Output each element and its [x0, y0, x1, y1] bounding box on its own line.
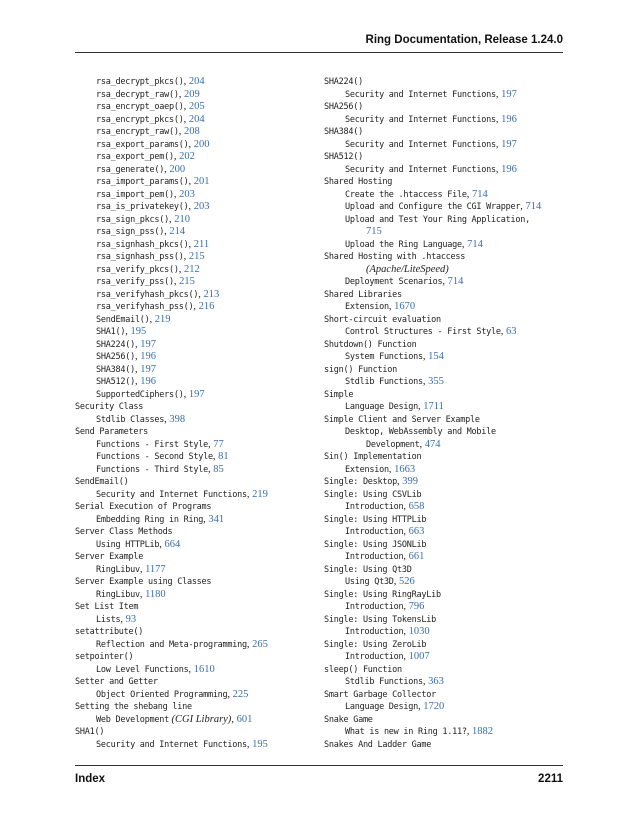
index-term: Short-circuit evaluation [324, 314, 441, 325]
index-term: SHA384() [96, 364, 135, 375]
page-reference-link[interactable]: 216 [198, 301, 215, 312]
index-term: Functions - Second Style [96, 452, 213, 462]
index-term: rsa_verifyhash_pss() [96, 302, 194, 312]
index-entry: rsa_decrypt_pkcs(), 204 [96, 76, 205, 87]
page-reference-link[interactable]: 714 [447, 276, 464, 287]
page-reference-link[interactable]: 219 [252, 488, 268, 500]
index-term: rsa_decrypt_pkcs() [96, 77, 184, 87]
index-term: Low Level Functions [96, 664, 189, 675]
index-term: Using Qt3D [345, 577, 394, 587]
index-term: Security and Internet Functions [96, 489, 247, 500]
index-entry: Introduction, 1030 [345, 626, 430, 637]
index-entry [75, 476, 325, 489]
index-term: SHA256() [324, 102, 363, 112]
index-term: Security and Internet Functions [345, 164, 496, 175]
page-reference-link[interactable]: 474 [424, 438, 441, 450]
page-reference-link[interactable]: 1882 [471, 726, 493, 737]
index-term: SHA384() [324, 127, 363, 137]
page-reference-link[interactable]: 714 [471, 188, 488, 200]
index-entry [324, 539, 574, 552]
index-term: SendEmail() [96, 314, 150, 325]
index-entry [75, 676, 325, 689]
index-term: rsa_signhash_pss() [96, 252, 184, 262]
index-entry [324, 639, 574, 652]
page-reference-link[interactable]: 195 [252, 738, 268, 750]
index-entry: SendEmail(), 219 [96, 313, 171, 325]
index-entry [324, 414, 574, 427]
index-term: Language Design [345, 702, 419, 712]
index-entry [324, 264, 574, 277]
index-term: SHA1() [96, 327, 126, 337]
index-entry: What is new in Ring 1.11?, 1882 [345, 726, 493, 737]
index-entry: rsa_is_privatekey(), 203 [96, 201, 210, 212]
index-entry: rsa_signhash_pkcs(), 211 [96, 238, 210, 250]
index-term: rsa_is_privatekey() [96, 202, 189, 212]
index-entry: RingLibuv, 1177 [96, 563, 166, 575]
index-term: Snakes And Ladder Game [324, 739, 432, 750]
page-reference-link[interactable]: 197 [140, 338, 156, 350]
index-entry [324, 451, 574, 464]
index-term: Server Example [75, 552, 144, 562]
index-term: Security and Internet Functions [345, 89, 496, 100]
index-term: SHA224() [324, 77, 363, 87]
index-term: Deployment Scenarios [345, 277, 443, 287]
page-reference-link[interactable]: 201 [193, 176, 210, 187]
index-term: sign() Function [324, 364, 398, 375]
index-qualifier: (CGI Library) [171, 713, 232, 725]
page-reference-link[interactable]: 215 [188, 251, 205, 262]
index-term: Simple [324, 389, 354, 400]
index-term: SupportedCiphers() [96, 389, 184, 400]
page-reference-link[interactable]: 1663 [394, 463, 416, 475]
page-reference-link[interactable]: 85 [213, 463, 224, 475]
index-term: Reflection and Meta-programming [96, 639, 247, 650]
page-reference-link[interactable]: 204 [188, 76, 205, 87]
index-term: Setter and Getter [75, 677, 158, 687]
index-entry [75, 651, 325, 664]
index-entry [324, 339, 574, 352]
index-term: Web Development [96, 714, 170, 725]
index-term: sleep() Function [324, 664, 402, 675]
index-entry [324, 126, 574, 139]
index-entry: Single: Desktop, 399 [324, 476, 419, 487]
index-entry [324, 176, 574, 189]
index-term: RingLibuv [96, 589, 140, 600]
page-reference-link[interactable]: 1670 [394, 301, 416, 312]
index-entry: rsa_export_pem(), 202 [96, 151, 195, 162]
index-term: Object Oriented Programming [96, 689, 228, 700]
index-term: Shared Hosting with .htaccess [324, 252, 466, 262]
index-term: RingLibuv [96, 564, 140, 575]
index-entry: rsa_verify_pss(), 215 [96, 276, 195, 287]
index-term: Desktop, WebAssembly and Mobile [345, 427, 496, 437]
page-reference-link[interactable]: 205 [188, 101, 205, 112]
index-term: Single: Using RingRayLib [324, 589, 441, 600]
index-term: Simple Client and Server Example [324, 414, 480, 425]
index-term: Upload and Configure the CGI Wrapper [345, 202, 521, 212]
index-entry [324, 251, 574, 264]
page-reference-link[interactable]: 1007 [408, 651, 430, 662]
index-entry: Security and Internet Functions, 197 [345, 88, 517, 100]
index-term: rsa_export_params() [96, 139, 189, 150]
page-reference-link[interactable]: 213 [203, 288, 220, 300]
page-reference-link[interactable]: 154 [428, 351, 444, 362]
index-entry: Upload and Configure the CGI Wrapper, 714 [345, 201, 542, 212]
page-reference-link[interactable]: 1030 [408, 626, 430, 637]
page-reference-link[interactable]: 398 [169, 413, 186, 425]
index-entry: Security and Internet Functions, 219 [96, 488, 268, 500]
index-entry [324, 664, 574, 677]
page-reference-link[interactable]: 341 [208, 513, 225, 525]
page-reference-link[interactable]: 796 [408, 601, 425, 612]
index-entry: Extension, 1670 [345, 301, 416, 312]
index-entry: rsa_encrypt_raw(), 208 [96, 126, 200, 137]
index-entry: Language Design, 1711 [345, 401, 444, 412]
page-reference-link[interactable]: 661 [408, 551, 425, 562]
index-entry [324, 489, 574, 502]
index-entry [324, 214, 574, 227]
index-entry: SHA224(), 197 [96, 338, 156, 350]
index-entry [75, 626, 325, 639]
index-entry: rsa_encrypt_oaep(), 205 [96, 101, 205, 112]
index-term: rsa_verify_pss() [96, 277, 174, 287]
index-term: Create the .htaccess File [345, 189, 467, 200]
index-entry [324, 226, 574, 239]
index-term: rsa_encrypt_pkcs() [96, 114, 184, 125]
index-entry: Extension, 1663 [345, 463, 416, 475]
index-entry: Stdlib Functions, 363 [345, 676, 444, 687]
index-term: rsa_encrypt_oaep() [96, 102, 184, 112]
index-entry: Stdlib Functions, 355 [345, 376, 444, 387]
page-reference-link[interactable]: 658 [408, 501, 425, 512]
page-reference-link[interactable]: 1180 [145, 588, 166, 600]
page-reference-link[interactable]: 200 [169, 163, 186, 175]
index-entry: Using Qt3D, 526 [345, 576, 415, 587]
index-entry [324, 514, 574, 527]
index-entry [324, 426, 574, 439]
footer-section-label: Index [75, 773, 106, 785]
index-term: Introduction [345, 652, 404, 662]
index-term: SHA224() [96, 339, 135, 350]
index-term: setpointer() [75, 652, 134, 662]
index-term: Lists [96, 614, 121, 625]
page-reference-link[interactable]: 202 [179, 151, 195, 162]
page-reference-link[interactable]: 526 [398, 576, 415, 587]
index-term: rsa_import_params() [96, 177, 189, 187]
index-entry [324, 589, 574, 602]
index-term: System Functions [345, 352, 423, 362]
index-entry: Functions - First Style, 77 [96, 438, 224, 450]
index-entry: Control Structures - First Style, 63 [345, 326, 517, 337]
page-reference-link[interactable]: 197 [501, 138, 517, 150]
page-reference-link[interactable]: 601 [236, 713, 253, 725]
index-term: Functions - Third Style [96, 464, 208, 475]
index-column-left [75, 76, 325, 751]
index-entry [324, 564, 574, 577]
index-entry: Functions - Second Style, 81 [96, 451, 229, 462]
index-term: Send Parameters [75, 427, 149, 437]
page-reference-link[interactable]: 355 [428, 376, 444, 387]
index-term: Smart Garbage Collector [324, 689, 436, 700]
index-entry [324, 101, 574, 114]
page-reference-link[interactable]: 399 [402, 476, 419, 487]
header-divider [75, 52, 563, 53]
index-entry: Security and Internet Functions, 196 [345, 163, 517, 175]
index-term: Single: Using JSONLib [324, 539, 427, 550]
index-term: Using HTTPLib [96, 539, 160, 550]
page-reference-link[interactable]: 212 [184, 263, 200, 275]
index-term: rsa_export_pem() [96, 152, 174, 162]
index-entry [324, 76, 574, 89]
index-entry: Security and Internet Functions, 196 [345, 113, 517, 125]
index-term: Security Class [75, 402, 144, 412]
index-term: Server Class Methods [75, 527, 173, 537]
index-entry [324, 314, 574, 327]
index-entry: Object Oriented Programming, 225 [96, 688, 249, 700]
index-entry: Stdlib Classes, 398 [96, 413, 186, 425]
index-entry: Security and Internet Functions, 195 [96, 738, 268, 750]
page-reference-link[interactable]: 714 [467, 238, 483, 250]
page-reference-link[interactable]: 81 [218, 451, 229, 462]
index-entry: Introduction, 1007 [345, 651, 430, 662]
index-entry: SHA1(), 195 [96, 326, 147, 337]
index-term: Introduction [345, 527, 404, 537]
index-entry: Embedding Ring in Ring, 341 [96, 513, 225, 525]
index-entry [324, 714, 574, 727]
index-term: Sin() Implementation [324, 452, 422, 462]
page-reference-link[interactable]: 209 [184, 88, 200, 100]
index-entry [75, 426, 325, 439]
index-entry: rsa_import_pem(), 203 [96, 188, 195, 200]
index-entry: rsa_sign_pkcs(), 210 [96, 213, 191, 225]
index-term: Single: Using ZeroLib [324, 639, 427, 650]
page-reference-link[interactable]: 663 [408, 526, 425, 537]
page-reference-link[interactable]: 203 [193, 201, 210, 212]
index-term: Shared Hosting [324, 177, 393, 187]
index-term: Embedding Ring in Ring [96, 514, 204, 525]
page-reference-link[interactable]: 214 [169, 226, 186, 237]
index-term: Stdlib Classes [96, 414, 165, 425]
footer-divider [75, 765, 563, 766]
index-entry: rsa_decrypt_raw(), 209 [96, 88, 200, 100]
index-entry: rsa_verify_pkcs(), 212 [96, 263, 200, 275]
index-entry: Lists, 93 [96, 613, 137, 625]
index-term: Snake Game [324, 714, 373, 725]
index-entry: Deployment Scenarios, 714 [345, 276, 464, 287]
index-entry [75, 576, 325, 589]
index-entry: rsa_encrypt_pkcs(), 204 [96, 113, 205, 125]
index-term: Introduction [345, 602, 404, 612]
index-entry [75, 501, 325, 514]
index-entry: rsa_verifyhash_pss(), 216 [96, 301, 215, 312]
index-entry: rsa_import_params(), 201 [96, 176, 210, 187]
index-term: Single: Using Qt3D [324, 564, 412, 575]
page-reference-link[interactable]: 1711 [423, 401, 444, 412]
index-term: rsa_encrypt_raw() [96, 127, 179, 137]
index-entry [75, 701, 325, 714]
index-term: Single: Using TokensLib [324, 614, 436, 625]
index-entry [324, 389, 574, 402]
index-entry: Development, 474 [366, 438, 441, 450]
index-term: rsa_generate() [96, 164, 165, 175]
page-reference-link[interactable]: 197 [140, 363, 156, 375]
index-term: Introduction [345, 502, 404, 512]
page-reference-link[interactable]: 363 [428, 676, 444, 687]
index-term: What is new in Ring 1.11? [345, 727, 467, 737]
index-term: rsa_verify_pkcs() [96, 264, 179, 275]
index-entry: SHA256(), 196 [96, 351, 156, 362]
index-term: rsa_sign_pkcs() [96, 214, 170, 225]
page-reference-link[interactable]: 210 [174, 213, 191, 225]
index-entry: System Functions, 154 [345, 351, 444, 362]
index-entry [75, 526, 325, 539]
page-reference-link[interactable]: 1720 [423, 701, 445, 712]
index-term: Extension [345, 302, 389, 312]
index-entry [75, 551, 325, 564]
page-reference-link[interactable]: 225 [232, 688, 249, 700]
index-entry: Create the .htaccess File, 714 [345, 188, 488, 200]
index-entry: RingLibuv, 1180 [96, 588, 166, 600]
index-entry [324, 689, 574, 702]
footer-page-number: 2211 [538, 773, 563, 785]
index-entry [324, 739, 574, 752]
page-reference-link[interactable]: 664 [164, 538, 181, 550]
index-entry: rsa_signhash_pss(), 215 [96, 251, 205, 262]
index-entry: Functions - Third Style, 85 [96, 463, 224, 475]
page-reference-link[interactable]: 1177 [145, 563, 166, 575]
index-term: Security and Internet Functions [96, 739, 247, 750]
index-term: Stdlib Functions [345, 377, 423, 387]
page-reference-link[interactable]: 208 [184, 126, 200, 137]
index-term: Upload and Test Your Ring Application, [345, 214, 530, 225]
index-term: Control Structures - First Style [345, 327, 501, 337]
page-reference-link[interactable]: 196 [140, 376, 156, 387]
index-term: Setting the shebang line [75, 702, 192, 712]
index-entry: Introduction, 658 [345, 501, 425, 512]
index-term: rsa_signhash_pkcs() [96, 239, 189, 250]
index-entry: SHA384(), 197 [96, 363, 156, 375]
index-entry: Low Level Functions, 1610 [96, 663, 215, 675]
page-reference-link[interactable]: 77 [213, 438, 224, 450]
page-reference-link[interactable]: 196 [140, 351, 156, 362]
index-entry [75, 601, 325, 614]
index-term: SendEmail() [75, 477, 129, 487]
page-reference-link[interactable]: 714 [525, 201, 542, 212]
index-entry: SupportedCiphers(), 197 [96, 388, 205, 400]
index-term: Language Design [345, 402, 419, 412]
index-term: Introduction [345, 627, 404, 637]
page-reference-link[interactable]: 265 [252, 638, 268, 650]
index-term: SHA512() [324, 152, 363, 162]
index-entry: Reflection and Meta-programming, 265 [96, 638, 268, 650]
index-entry: Security and Internet Functions, 197 [345, 138, 517, 150]
index-entry: rsa_sign_pss(), 214 [96, 226, 186, 237]
index-term: rsa_sign_pss() [96, 227, 165, 237]
index-entry: rsa_export_params(), 200 [96, 138, 210, 150]
page-reference-link[interactable]: 196 [501, 113, 517, 125]
page-reference-link[interactable]: 715 [366, 226, 382, 237]
index-qualifier: (Apache/LiteSpeed) [366, 263, 449, 275]
index-term: Serial Execution of Programs [75, 502, 212, 512]
index-entry: Using HTTPLib, 664 [96, 538, 181, 550]
index-entry: Introduction, 796 [345, 601, 425, 612]
index-term: Shared Libraries [324, 289, 402, 300]
index-term: rsa_import_pem() [96, 189, 174, 200]
page-reference-link[interactable]: 203 [179, 188, 195, 200]
index-term: Single: Using CSVLib [324, 489, 422, 500]
page-reference-link[interactable]: 215 [179, 276, 195, 287]
index-term: SHA1() [75, 727, 105, 737]
index-entry [75, 726, 325, 739]
page-reference-link[interactable]: 197 [501, 88, 517, 100]
index-entry: Web Development (CGI Library), 601 [96, 713, 253, 725]
index-term: setattribute() [75, 627, 144, 637]
page-reference-link[interactable]: 219 [154, 313, 171, 325]
page-reference-link[interactable]: 200 [193, 138, 210, 150]
index-term: SHA512() [96, 377, 135, 387]
index-term: Functions - First Style [96, 439, 208, 450]
index-entry [75, 401, 325, 414]
page-reference-link[interactable]: 204 [188, 113, 205, 125]
index-entry: rsa_generate(), 200 [96, 163, 186, 175]
index-entry: SHA512(), 196 [96, 376, 156, 387]
page-reference-link[interactable]: 195 [130, 326, 147, 337]
index-term: Introduction [345, 552, 404, 562]
page-reference-link[interactable]: 196 [501, 163, 517, 175]
index-entry [324, 151, 574, 164]
page-reference-link[interactable]: 63 [506, 326, 517, 337]
index-entry: Upload the Ring Language, 714 [345, 238, 483, 250]
index-term: Stdlib Functions [345, 677, 423, 687]
index-term: Single: Using HTTPLib [324, 514, 427, 525]
index-entry [324, 289, 574, 302]
index-term: Upload the Ring Language [345, 239, 462, 250]
index-term: Extension [345, 464, 389, 475]
index-term: Set List Item [75, 602, 139, 612]
index-term: Security and Internet Functions [345, 114, 496, 125]
index-term: rsa_decrypt_raw() [96, 89, 179, 100]
index-term: Development [366, 439, 420, 450]
running-header-title: Ring Documentation, Release 1.24.0 [365, 34, 563, 46]
index-entry: Introduction, 661 [345, 551, 425, 562]
index-column-right [324, 76, 574, 751]
index-entry: Language Design, 1720 [345, 701, 445, 712]
index-entry: rsa_verifyhash_pkcs(), 213 [96, 288, 220, 300]
index-term: Single: Desktop [324, 477, 398, 487]
index-term: rsa_verifyhash_pkcs() [96, 289, 199, 300]
index-entry [324, 364, 574, 377]
page-reference-link[interactable]: 197 [188, 388, 205, 400]
index-entry: Introduction, 663 [345, 526, 425, 537]
page-reference-link[interactable]: 93 [125, 613, 137, 625]
index-term: Security and Internet Functions [345, 139, 496, 150]
page-reference-link[interactable]: 211 [193, 238, 210, 250]
index-entry [324, 614, 574, 627]
index-term: Server Example using Classes [75, 577, 212, 587]
page-reference-link[interactable]: 1610 [193, 663, 215, 675]
index-term: SHA256() [96, 352, 135, 362]
index-term: Shutdown() Function [324, 339, 417, 350]
